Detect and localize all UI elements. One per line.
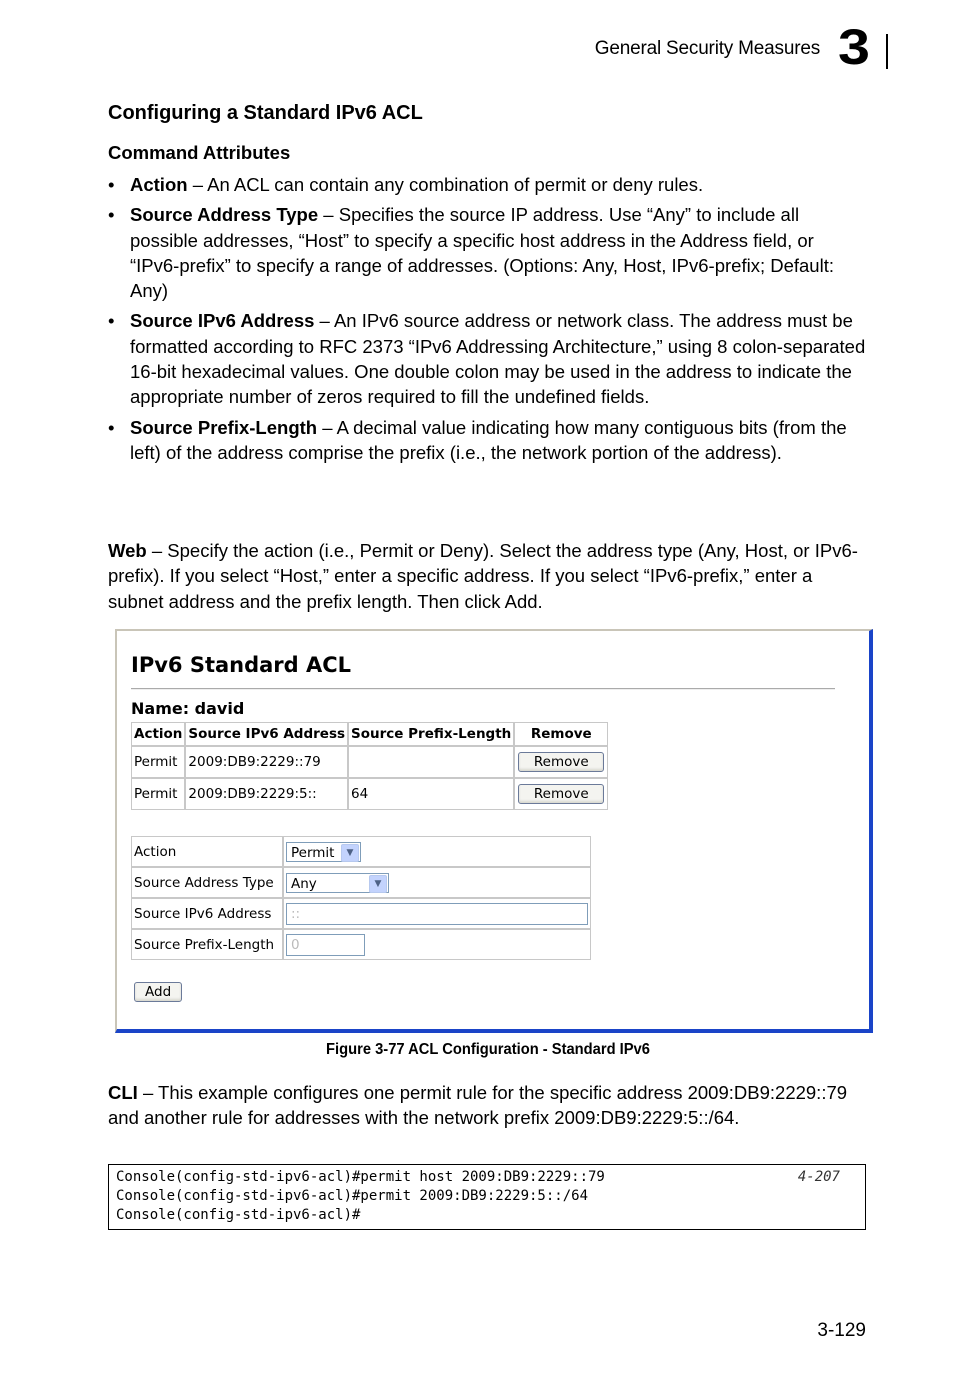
cell-action: Permit — [131, 746, 185, 778]
attribute-list — [108, 172, 868, 470]
cell-remove — [514, 778, 608, 810]
address-type-select-value: Any — [291, 875, 317, 892]
acl-name-label: Name: david — [131, 699, 245, 718]
attribute-term: Source IPv6 Address — [130, 310, 315, 332]
code-line: Console(config-std-ipv6-acl)# — [116, 1207, 361, 1224]
action-select[interactable] — [286, 842, 361, 862]
chapter-number: 3 — [838, 19, 870, 75]
section-title: Configuring a Standard IPv6 ACL — [108, 102, 423, 124]
list-item — [108, 308, 868, 409]
table-row — [131, 746, 608, 778]
prefix-length-label: Source Prefix-Length — [131, 929, 283, 960]
cli-text: – This example configures one permit rule for the specific address 2009:DB9:2229::79 and another rule for addresses with the network prefix 2009:DB9:2229:5::/64. — [108, 1082, 848, 1129]
code-line: Console(config-std-ipv6-acl)#permit 2009:DB9:2229:5::/64 — [116, 1188, 589, 1205]
web-text: – Specify the action (i.e., Permit or Deny). Select the address type (Any, Host, or IPv6-prefix). If you select “Host,” enter a specific address. If you select “IPv6-prefix,” enter a subnet address and the prefix length. Then click Add. — [108, 540, 858, 612]
column-header: Source IPv6 Address — [185, 722, 348, 746]
attribute-term: Source Prefix-Length — [130, 416, 318, 438]
remove-button[interactable]: Remove — [518, 784, 604, 804]
attribute-description: – An ACL can contain any combination of permit or deny rules. — [187, 174, 704, 195]
cell-address: 2009:DB9:2229:5:: — [185, 778, 348, 810]
list-item — [108, 172, 868, 197]
web-term: Web — [108, 540, 147, 561]
form-row — [131, 836, 591, 867]
form-row — [131, 929, 591, 960]
code-line-text: Console(config-std-ipv6-acl)#permit host 2009:DB9:2229::79 — [116, 1169, 605, 1185]
prefix-length-input[interactable]: 0 — [286, 934, 365, 956]
list-item — [108, 202, 868, 303]
column-header: Action — [131, 722, 185, 746]
chapter-divider — [886, 34, 888, 69]
remove-button[interactable]: Remove — [518, 752, 604, 772]
chevron-down-icon[interactable]: ▼ — [341, 844, 359, 862]
form-row — [131, 867, 591, 898]
acl-screenshot — [115, 629, 873, 1033]
column-header: Remove — [514, 722, 608, 746]
ipv6-address-label: Source IPv6 Address — [131, 898, 283, 929]
web-paragraph — [108, 538, 868, 614]
code-line — [116, 1168, 854, 1187]
cli-code-block — [108, 1164, 866, 1230]
panel-title: IPv6 Standard ACL — [131, 653, 352, 677]
cli-term: CLI — [108, 1082, 138, 1103]
table-row — [131, 778, 608, 810]
attribute-term: Action — [130, 174, 188, 195]
figure-caption: Figure 3-77 ACL Configuration - Standard IPv6 — [326, 1041, 650, 1058]
chevron-down-icon[interactable]: ▼ — [369, 875, 387, 893]
running-header: General Security Measures — [594, 38, 820, 59]
attribute-term: Source Address Type — [130, 204, 319, 226]
command-reference: 4-207 — [797, 1169, 840, 1185]
attribute-description: – A decimal value indicating how many contiguous bits (from the left) of the address comprise the prefix (i.e., the network portion of the address). — [130, 416, 847, 463]
cell-address: 2009:DB9:2229::79 — [185, 746, 348, 778]
add-rule-form — [131, 836, 591, 960]
address-type-select[interactable] — [286, 873, 389, 893]
cli-paragraph — [108, 1080, 868, 1131]
form-row — [131, 898, 591, 929]
attribute-description: – Specifies the source IP address. Use “Any” to include all possible addresses, “Host” to specify a specific host address in the Address field, or “IPv6-prefix” to specify a range of addresses. (Options: Any, Host, IPv6-prefix; Default: Any) — [130, 204, 834, 302]
cell-remove — [514, 746, 608, 778]
acl-rules-table — [131, 722, 608, 810]
cell-action: Permit — [131, 778, 185, 810]
action-label: Action — [131, 836, 283, 867]
action-select-value: Permit — [291, 844, 335, 861]
attribute-description: – An IPv6 source address or network class. The address must be formatted according to RFC 2373 “IPv6 Addressing Architecture,” using 8 colon-separated 16-bit hexadecimal values. One double colon may be used in the address to indicate the appropriate number of zeros required to fill the undefined fields. — [130, 310, 866, 408]
cell-prefix-length — [348, 746, 514, 778]
cell-prefix-length: 64 — [348, 778, 514, 810]
add-button[interactable]: Add — [134, 982, 182, 1002]
address-type-label: Source Address Type — [131, 867, 283, 898]
ipv6-address-input[interactable]: :: — [286, 903, 588, 925]
page-number: 3-129 — [817, 1320, 866, 1341]
command-attributes-heading: Command Attributes — [108, 142, 291, 163]
table-header-row — [131, 722, 608, 746]
list-item — [108, 415, 868, 466]
column-header: Source Prefix-Length — [348, 722, 514, 746]
title-divider — [131, 688, 835, 690]
